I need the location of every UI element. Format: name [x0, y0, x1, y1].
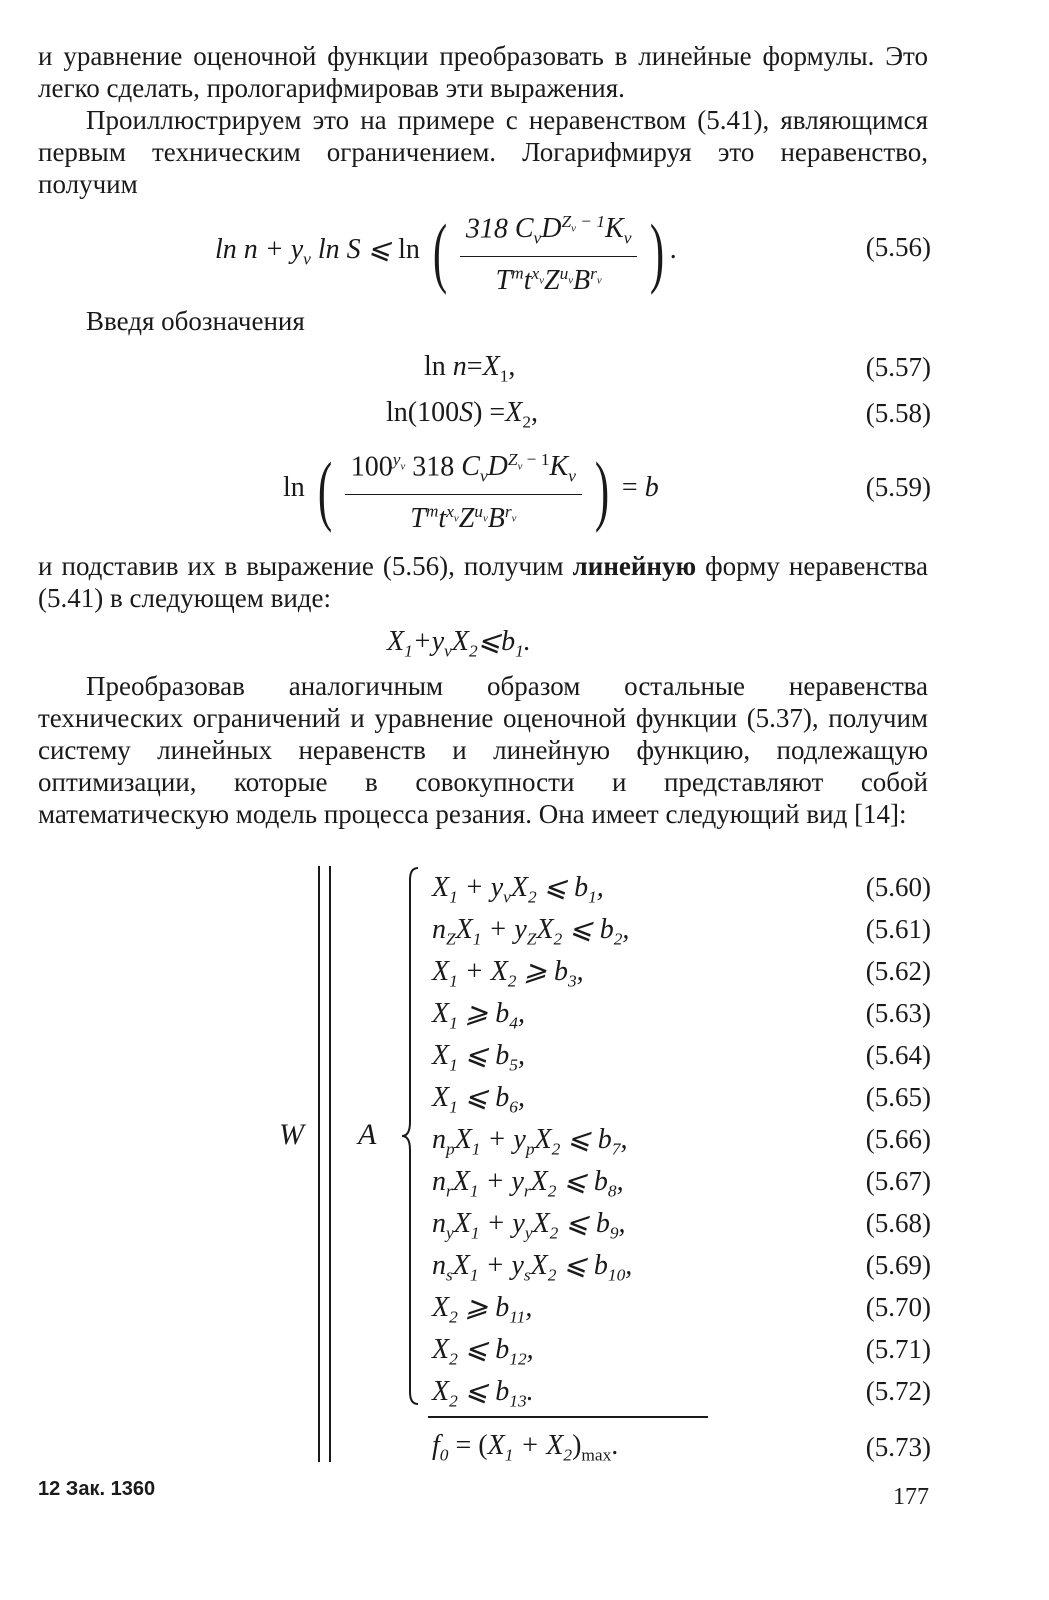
paragraph-2-text: Проиллюстрируем это на примере с неравенством (5.41), являющимся первым техническим ограничением. Логарифмируя это неравенство, получим: [38, 105, 928, 199]
equation-number-5-60: (5.60): [865, 872, 931, 902]
equation-5-56: $\ln n + y_v$ ln S ⩽ ln ( $\frac{318 C_vD^{Z_v - 1}K_v}{T^mt^{x_v}Z^{u_v}B^{r_v}}$ ) .: [215, 205, 677, 298]
page-number: 177: [893, 1484, 929, 1510]
system-row-5-71: $X_2$ ⩽ $b_{12}$,: [432, 1334, 534, 1369]
paragraph-2: [38, 104, 928, 200]
equation-5-56-fraction: $\frac{318 C_vD^{Z_v - 1}K_v}{T^mt^{x_v}Z^{u_v}B^{r_v}}$: [460, 205, 638, 298]
system-left-bar-outer: [318, 866, 320, 1462]
equation-number-5-71: (5.71): [865, 1334, 931, 1364]
system-label-a: A: [358, 1118, 377, 1151]
equation-5-59-fraction: $\frac{100^{y_v} 318 C_vD^{Z_v - 1}K_v}{T^mt^{x_v}Z^{u_v}B^{r_v}}$: [345, 443, 582, 536]
equation-number-5-61: (5.61): [865, 914, 931, 944]
paragraph-4: [38, 550, 928, 614]
objective-separator: [428, 1416, 708, 1418]
equation-number-5-68: (5.68): [865, 1208, 931, 1238]
paragraph-1: и уравнение оценочной функции преобразовать в линейные формулы. Это легко сделать, прологарифмировав эти выражения.: [38, 41, 928, 103]
system-left-bar-inner: [329, 866, 331, 1462]
system-label-w: W: [279, 1118, 304, 1151]
paragraph-3-text: Введя обозначения: [86, 306, 305, 336]
paragraph-4-text-a: и подставив их в выражение (5.56), получим: [38, 551, 573, 581]
equation-linear-form: $X_1+y_vX_2⩽b_1$.: [387, 626, 531, 661]
equation-number-5-63: (5.63): [865, 998, 931, 1028]
print-order-mark: 12 Зак. 1360: [38, 1478, 156, 1500]
paragraph-3: [38, 305, 928, 337]
equation-number-5-64: (5.64): [865, 1040, 931, 1070]
system-brace: [398, 866, 422, 1406]
system-row-5-63: $X_1$ ⩾ $b_4$,: [432, 998, 525, 1033]
system-row-5-60: $X_1 + y_vX_2$ ⩽ $b_1$,: [432, 872, 604, 907]
equation-number-5-65: (5.65): [865, 1082, 931, 1112]
equation-number-5-62: (5.62): [865, 956, 931, 986]
equation-number-5-67: (5.67): [865, 1166, 931, 1196]
paragraph-5: [38, 670, 928, 830]
objective-function: $f_0 = (X_1 + X_2)_{max}$.: [432, 1430, 619, 1465]
equation-number-5-69: (5.69): [865, 1250, 931, 1280]
equation-5-57: $\ln n=X_1$,: [424, 351, 516, 386]
system-row-5-72: $X_2$ ⩽ $b_{13}$.: [432, 1376, 534, 1411]
equation-5-59: ln ( $\frac{100^{y_v} 318 C_vD^{Z_v - 1}K_v}{T^mt^{x_v}Z^{u_v}B^{r_v}}$ ) = b: [283, 443, 659, 536]
system-row-5-66: $n_pX_1 + y_pX_2$ ⩽ $b_7$,: [432, 1124, 628, 1159]
equation-number-5-73: (5.73): [865, 1432, 931, 1462]
paragraph-5-text: Преобразовав аналогичным образом остальные неравенства технических ограничений и уравнение оценочной функции (5.37), получим систему линейных неравенств и линейную функцию, подлежащую оптимизации, которые в совокупности и представляют собой математическую модель процесса резания. Она имеет следующий вид [14]:: [38, 671, 928, 829]
system-row-5-65: $X_1$ ⩽ $b_6$,: [432, 1082, 525, 1117]
equation-5-58: $\ln(100S) =X_2$,: [386, 397, 539, 432]
system-row-5-69: $n_sX_1 + y_sX_2$ ⩽ $b_{10}$,: [432, 1250, 633, 1285]
equation-number-5-72: (5.72): [865, 1376, 931, 1406]
paragraph-4-bold: линейную: [572, 551, 697, 581]
system-row-5-70: $X_2$ ⩾ $b_{11}$,: [432, 1292, 533, 1327]
equation-number-5-59: (5.59): [865, 472, 931, 502]
system-row-5-61: $n_ZX_1 + y_ZX_2$ ⩽ $b_2$,: [432, 914, 630, 949]
system-row-5-67: $n_rX_1 + y_rX_2$ ⩽ $b_8$,: [432, 1166, 624, 1201]
system-row-5-64: $X_1$ ⩽ $b_5$,: [432, 1040, 525, 1075]
system-row-5-68: $n_yX_1 + y_yX_2$ ⩽ $b_9$,: [432, 1208, 626, 1243]
equation-number-5-56: (5.56): [865, 232, 931, 262]
equation-number-5-66: (5.66): [865, 1124, 931, 1154]
equation-number-5-58: (5.58): [865, 398, 931, 428]
system-row-5-62: $X_1 + X_2$ ⩾ $b_3$,: [432, 956, 584, 991]
paragraph-4-text-c: форму неравенства (5.41) в следующем виде:: [38, 551, 928, 613]
equation-number-5-70: (5.70): [865, 1292, 931, 1322]
equation-number-5-57: (5.57): [865, 352, 931, 382]
